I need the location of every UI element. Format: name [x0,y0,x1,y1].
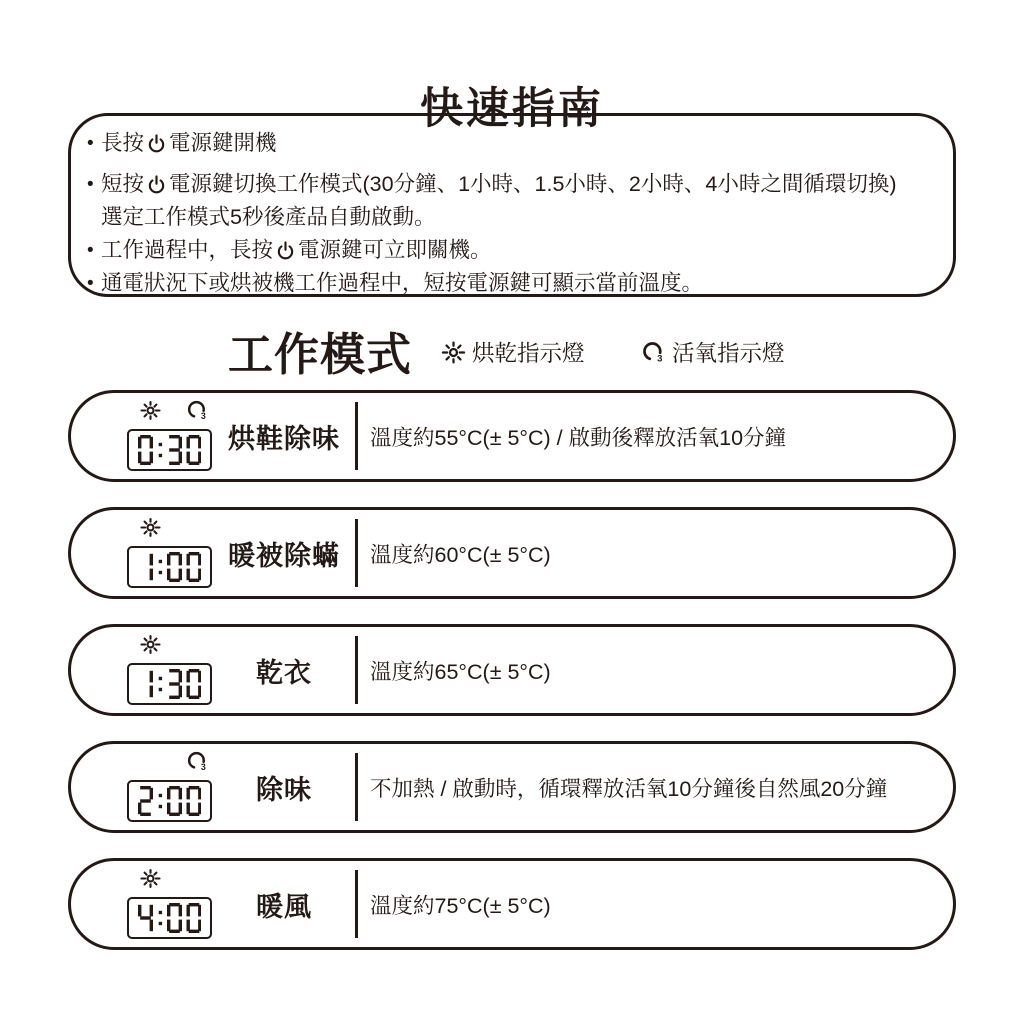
timer-display-unit [125,866,225,944]
ozone-icon [640,339,667,366]
guide-line-4 [87,234,939,267]
lcd-timer [127,780,212,822]
sun-icon [139,399,162,422]
mode-row-warm-air [68,858,956,950]
mode-name: 暖風 [256,891,312,922]
guide-line-1-pre: 長按 [101,131,145,155]
lcd-timer [127,429,212,471]
sun-icon [440,339,467,366]
mode-row-shoe-deodorize [68,390,956,482]
mode-description: 溫度約65°C(± 5°C) [370,659,551,684]
mode-row-dry-clothes [68,624,956,716]
guide-line-5 [87,267,939,300]
sun-icon [139,633,162,656]
divider [355,870,358,938]
guide-line-1-post: 電源鍵開機 [169,131,277,155]
guide-line-4-post: 電源鍵可立即關機。 [298,238,492,262]
section-title-work-modes: 工作模式 [228,329,413,380]
bullet-dot: • [87,133,94,154]
guide-line-2-post: 電源鍵切換工作模式(30分鐘、1小時、1.5小時、2小時、4小時之間循環切換) [169,172,897,196]
lcd-timer [127,663,212,705]
ozone-icon [185,749,210,774]
mode-name: 除味 [256,774,312,805]
guide-line-4-pre: 工作過程中，長按 [101,238,274,262]
power-icon [147,134,166,153]
guide-line-3 [87,201,939,234]
sun-icon [139,867,162,890]
bullet-dot: • [87,240,94,261]
bullet-dot: • [87,273,94,294]
svg-text:3: 3 [200,411,206,422]
quick-guide-box [68,113,956,297]
mode-row-quilt-warm [68,507,956,599]
timer-display-unit [125,515,225,593]
divider [355,636,358,704]
mode-name: 乾衣 [256,657,312,688]
divider [355,753,358,821]
legend-ozone-indicator [640,336,785,368]
svg-text:3: 3 [200,762,206,773]
power-icon [147,175,166,194]
mode-description: 溫度約60°C(± 5°C) [370,542,551,567]
guide-line-2-pre: 短按 [101,172,145,196]
guide-line-3-text: 選定工作模式5秒後產品自動啟動。 [101,205,436,229]
mode-name: 暖被除蟎 [228,540,340,571]
page-title: 快速指南 [420,84,604,133]
mode-description: 不加熱 / 啟動時，循環釋放活氧10分鐘後自然風20分鐘 [370,776,888,801]
svg-text:3: 3 [657,353,663,365]
power-icon [276,241,295,260]
divider [355,402,358,470]
guide-line-2 [87,168,939,201]
mode-description: 溫度約55°C(± 5°C) / 啟動後釋放活氧10分鐘 [370,425,787,450]
sun-icon [139,516,162,539]
divider [355,519,358,587]
legend-dry-indicator [440,336,585,368]
guide-line-5-text: 通電狀況下或烘被機工作過程中，短按電源鍵可顯示當前溫度。 [101,271,704,295]
mode-name: 烘鞋除味 [228,423,340,454]
timer-display-unit [125,749,225,827]
mode-row-deodorize [68,741,956,833]
ozone-icon [185,398,210,423]
guide-line-1 [87,127,939,160]
timer-display-unit [125,632,225,710]
bullet-dot: • [87,174,94,195]
timer-display-unit [125,398,225,476]
mode-description: 溫度約75°C(± 5°C) [370,893,551,918]
legend-ozone-label: 活氧指示燈 [672,341,785,366]
lcd-timer [127,546,212,588]
legend-dry-label: 烘乾指示燈 [472,341,585,366]
lcd-timer [127,897,212,939]
